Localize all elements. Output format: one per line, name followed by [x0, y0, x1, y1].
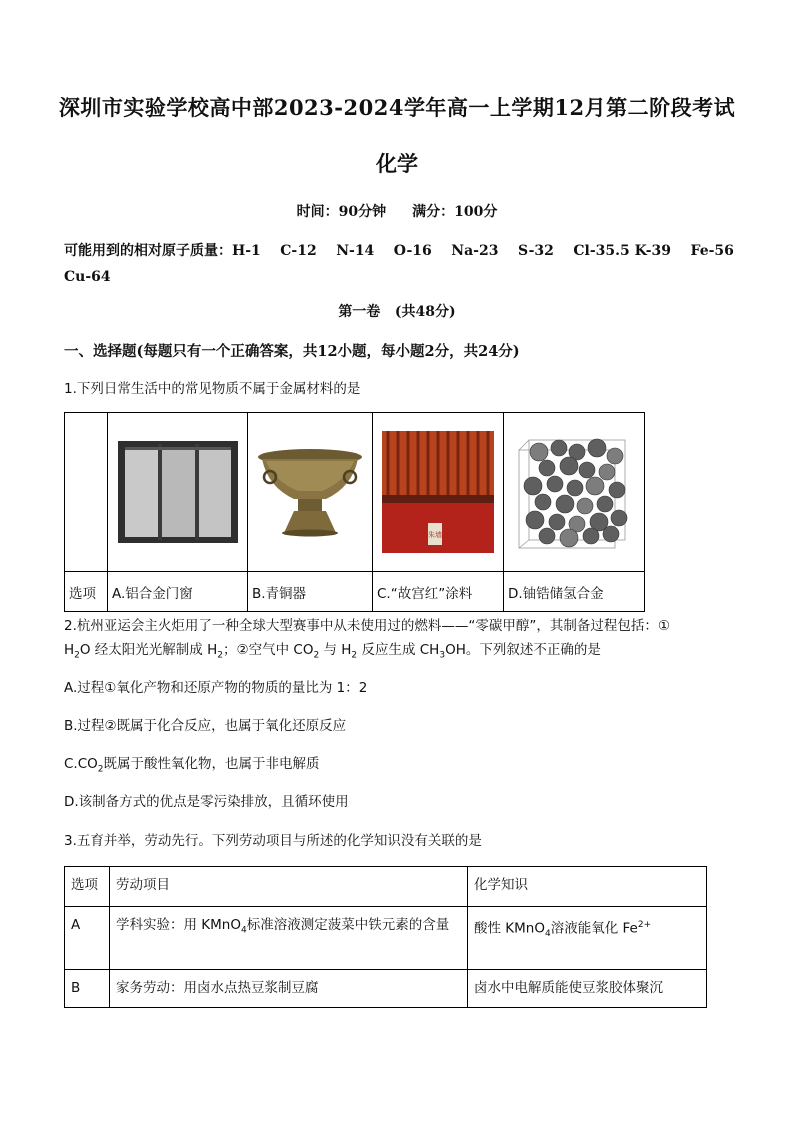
option-a: A.铝合金门窗: [108, 572, 248, 612]
atomic-masses-line1: 可能用到的相对原子质量：H-1 C-12 N-14 O-16 Na-23 S-32 Cl-35.5 K-39 Fe-56: [64, 243, 734, 259]
empty-cell: [65, 413, 108, 572]
alloy-atom: [551, 440, 567, 456]
row-a-knowledge: 酸性 KMnO$_4$溶液能氧化 $Fe^{2+}$: [468, 907, 707, 970]
question-2-stem: [64, 614, 744, 668]
alloy-atom: [609, 482, 625, 498]
alloy-atom: [597, 496, 613, 512]
option-label-cell: 选项: [65, 572, 108, 612]
question-2-line2: $H_2O$ 经太阳光光解制成 $H_2$；②空气中 $CO_2$ 与 $H_2$ 反应生成 $CH_3OH$。下列叙述不正确的是: [64, 642, 601, 661]
alloy-atom: [539, 528, 555, 544]
alloy-atom: [577, 498, 593, 514]
exam-title: 深圳市实验学校高中部2023-2024学年高一上学期12月第二阶段考试: [58, 95, 736, 120]
alloy-atom: [599, 464, 615, 480]
question-2-option-d: D.该制备方式的优点是零污染排放，且循环使用: [64, 794, 349, 810]
section-heading: 一、选择题(每题只有一个正确答案，共12小题，每小题2分，共24分): [64, 343, 520, 360]
question-2-option-c: $C.CO_2$既属于酸性氧化物，也属于非电解质: [64, 756, 320, 775]
alloy-atom: [547, 476, 563, 492]
header-option: 选项: [65, 867, 110, 907]
alloy-atom: [567, 480, 583, 496]
question-2-option-a: A.过程①氧化产物和还原产物的物质的量比为 1：2: [64, 680, 368, 696]
question-2-option-b: B.过程②既属于化合反应，也属于氧化还原反应: [64, 718, 347, 734]
row-b-knowledge: 卤水中电解质能使豆浆胶体聚沉: [468, 970, 707, 1008]
option-b: B.青铜器: [248, 572, 373, 612]
option-d: D.铀锆储氢合金: [504, 572, 645, 612]
alloy-atom: [526, 511, 544, 529]
alloy-atom: [530, 443, 548, 461]
aluminum-window-image: [108, 413, 248, 572]
alloy-atom: [588, 439, 606, 457]
palace-red-roof-image: [373, 413, 504, 572]
question-1-table: [64, 412, 645, 612]
atomic-masses: [64, 238, 744, 290]
time-score-line: [0, 201, 794, 221]
alloy-atom: [560, 457, 578, 475]
header-labor-project: 劳动项目: [110, 867, 468, 907]
option-c: C.“故宫红”涂料: [373, 572, 504, 612]
alloy-atom: [579, 462, 595, 478]
full-score: 满分：100分: [412, 204, 498, 220]
alloy-atom: [586, 477, 604, 495]
alloy-atom: [524, 477, 542, 495]
alloy-atom: [560, 529, 578, 547]
time-limit: 时间：90分钟: [296, 204, 387, 220]
alloy-atom: [607, 448, 623, 464]
alloy-atom: [549, 514, 565, 530]
alloy-atom: [611, 510, 627, 526]
alloy-atom: [539, 460, 555, 476]
hydrogen-storage-alloy-image: [504, 413, 645, 572]
row-b-option: B: [65, 970, 110, 1008]
seal-text: 朱墙: [428, 531, 442, 539]
atomic-masses-line2: Cu-64: [64, 269, 111, 285]
alloy-atom: [603, 526, 619, 542]
question-3-stem: 3.五育并举，劳动先行。下列劳动项目与所述的化学知识没有关联的是: [64, 833, 482, 849]
alloy-atom: [556, 495, 574, 513]
question-1-stem: 1.下列日常生活中的常见物质不属于金属材料的是: [64, 381, 361, 397]
header-chemistry-knowledge: 化学知识: [468, 867, 707, 907]
question-3-table: [64, 866, 707, 1008]
row-a-project: 学科实验：用 KMnO$_4$标准溶液测定菠菜中铁元素的含量: [110, 907, 468, 970]
subject-title: 化学: [376, 151, 418, 176]
volume-heading: 第一卷 (共48分): [338, 304, 456, 320]
row-b-project: 家务劳动：用卤水点热豆浆制豆腐: [110, 970, 468, 1008]
alloy-atom: [583, 528, 599, 544]
question-2-line1: 2.杭州亚运会主火炬用了一种全球大型赛事中从未使用过的燃料——“零碳甲醇”，其制备过程包括：①: [64, 618, 670, 634]
alloy-atom: [535, 494, 551, 510]
row-a-option: A: [65, 907, 110, 970]
bronze-vessel-image: [248, 413, 373, 572]
